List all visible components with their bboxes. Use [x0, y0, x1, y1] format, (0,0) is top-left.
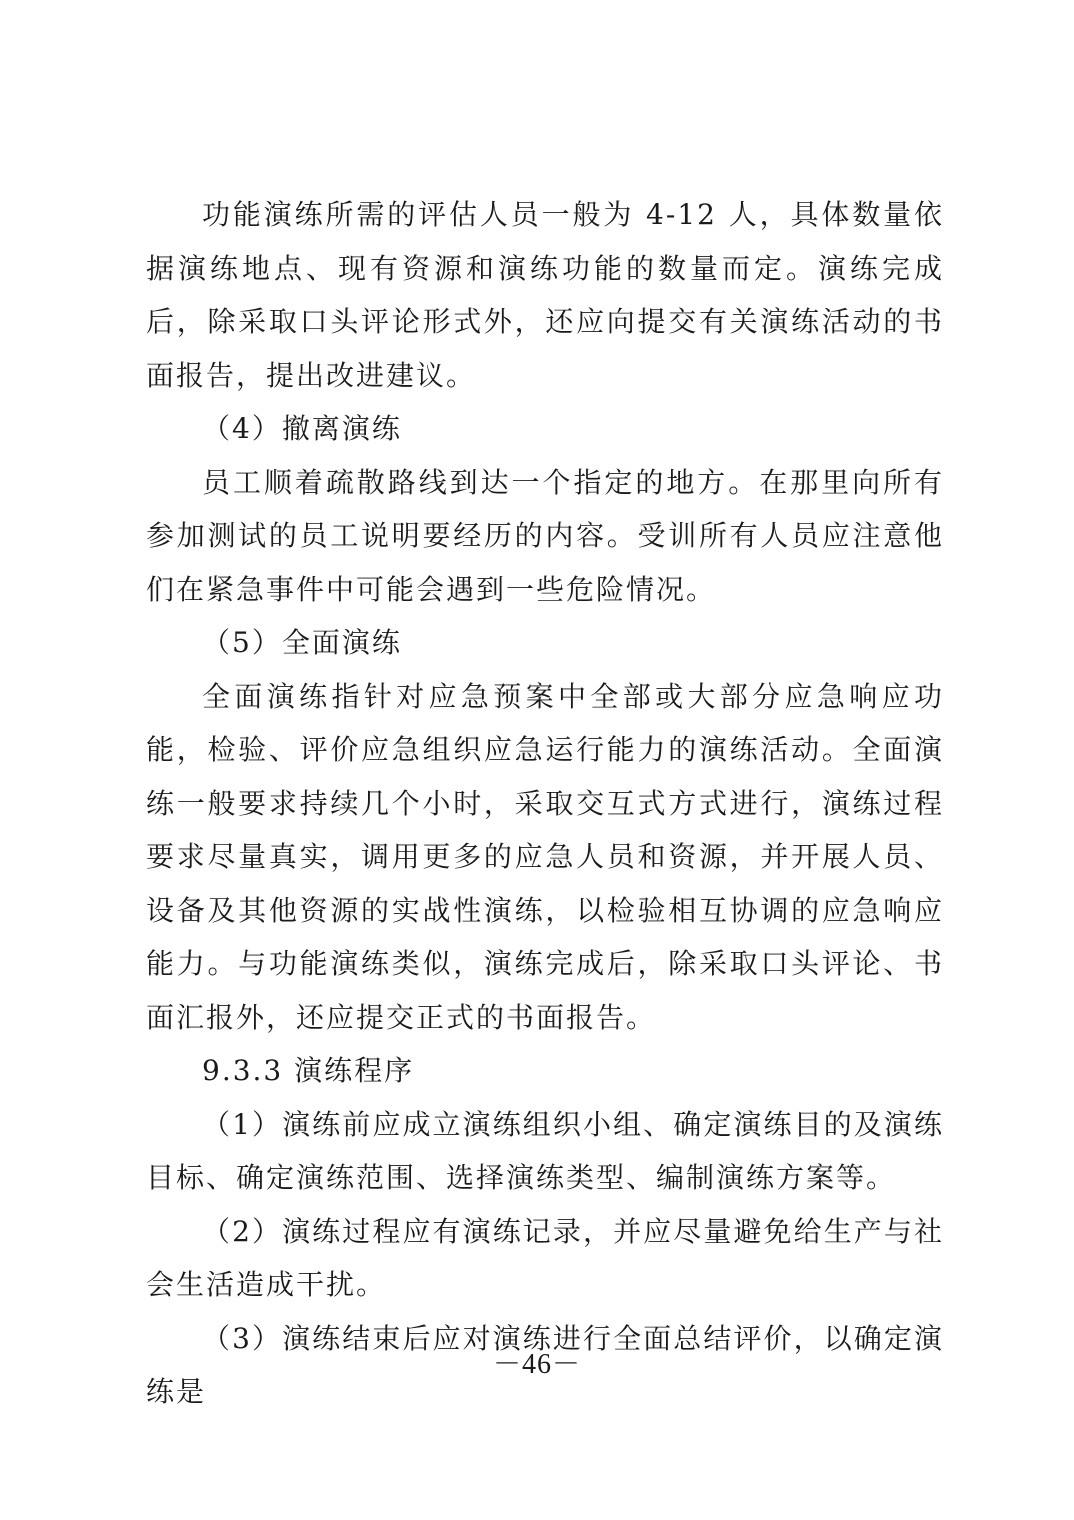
paragraph-procedure-step-3: （3）演练结束后应对演练进行全面总结评价，以确定演练是	[146, 1321, 944, 1408]
paragraph-procedure-step-1: （1）演练前应成立演练组织小组、确定演练目的及演练目标、确定演练范围、选择演练类型、编制演练方案等。	[146, 1107, 944, 1194]
paragraph-evacuation-drill: 员工顺着疏散路线到达一个指定的地方。在那里向所有参加测试的员工说明要经历的内容。受训所有人员应注意他们在紧急事件中可能会遇到一些危险情况。	[146, 465, 944, 606]
heading-evacuation-drill: （4）撤离演练	[202, 412, 402, 445]
body-text	[146, 188, 944, 1419]
heading-full-scale-drill: （5）全面演练	[202, 626, 402, 659]
paragraph-functional-drill-evaluators: 功能演练所需的评估人员一般为 4-12 人，具体数量依据演练地点、现有资源和演练功能的数量而定。演练完成后，除采取口头评论形式外，还应向提交有关演练活动的书面报告，提出改进建议。	[146, 198, 944, 392]
heading-drill-procedure: 9.3.3 演练程序	[202, 1054, 415, 1087]
paragraph-procedure-step-2: （2）演练过程应有演练记录，并应尽量避免给生产与社会生活造成干扰。	[146, 1214, 944, 1301]
page-number: －46－	[492, 1349, 581, 1380]
paragraph-full-scale-drill: 全面演练指针对应急预案中全部或大部分应急响应功能，检验、评价应急组织应急运行能力的演练活动。全面演练一般要求持续几个小时，采取交互式方式进行，演练过程要求尽量真实，调用更多的应急人员和资源，并开展人员、设备及其他资源的实战性演练，以检验相互协调的应急响应能力。与功能演练类似，演练完成后，除采取口头评论、书面汇报外，还应提交正式的书面报告。	[146, 679, 944, 1034]
